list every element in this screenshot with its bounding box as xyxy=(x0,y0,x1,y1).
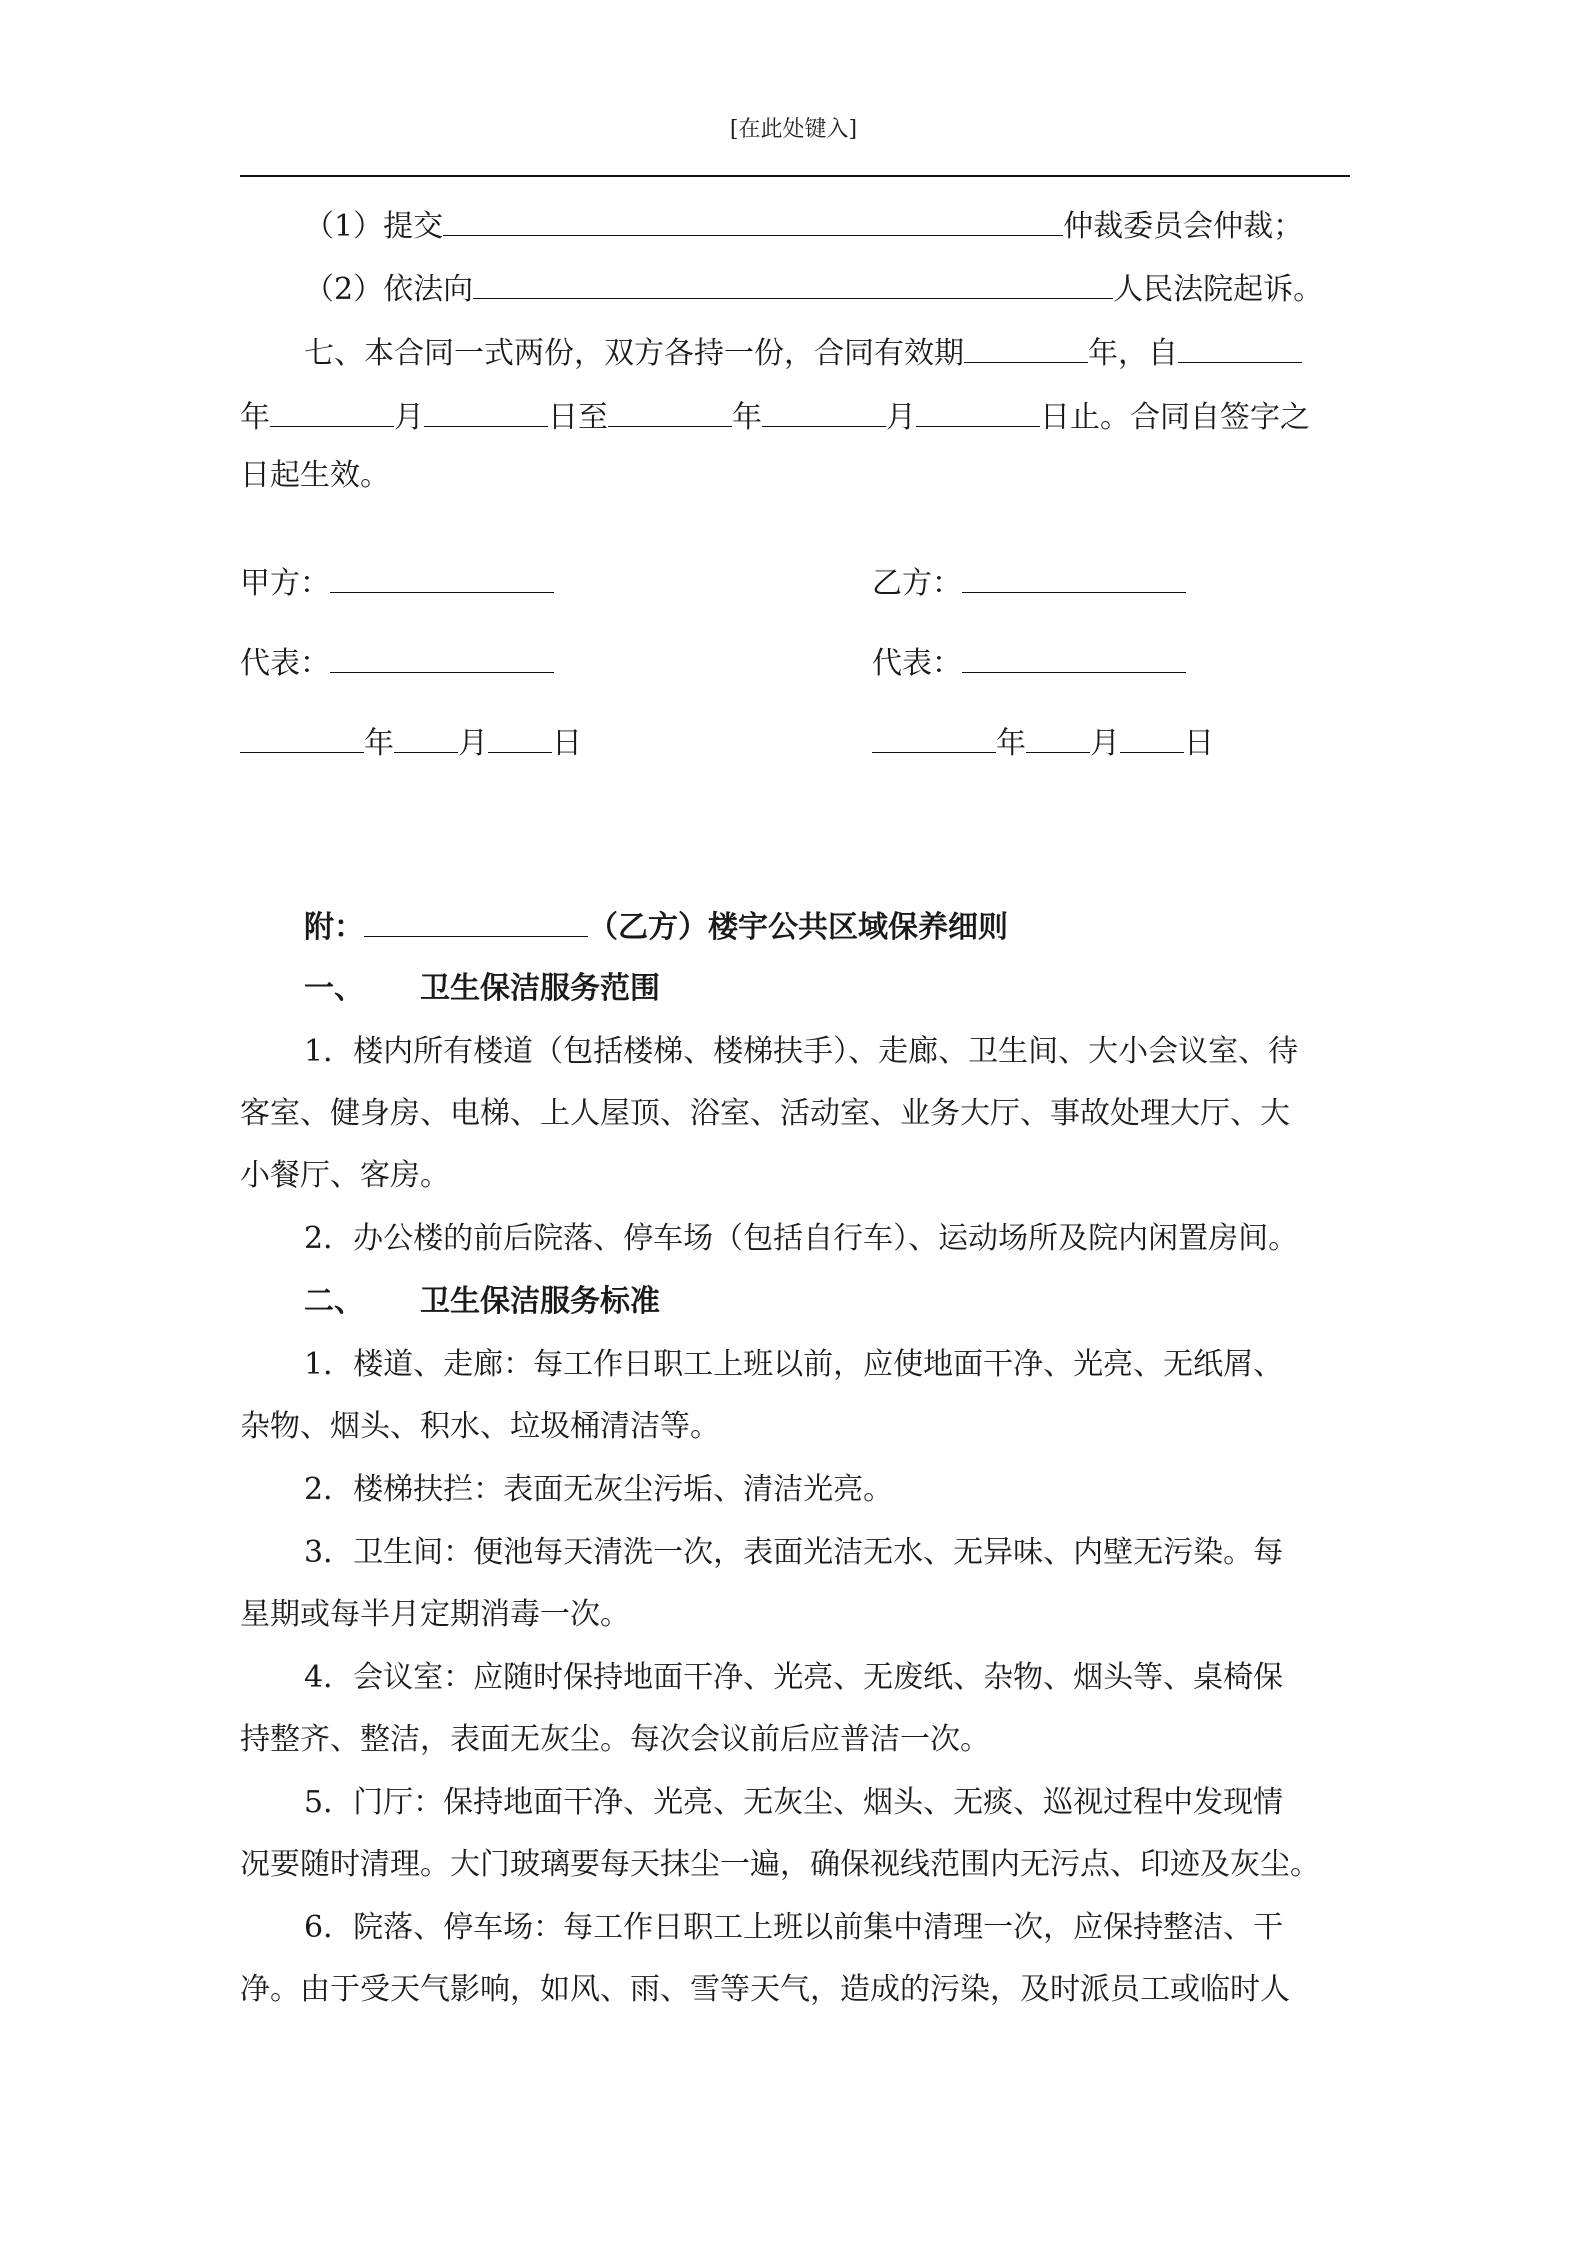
s2-item3-line2: 星期或每半月定期消毒一次。 xyxy=(240,1597,630,1632)
s2-item5-line1: 5．门厅：保持地面干净、光亮、无灰尘、烟头、无痰、巡视过程中发现情 xyxy=(304,1785,1284,1820)
clause7-g: 月 xyxy=(886,400,916,435)
rep-a-blank xyxy=(330,642,554,673)
date-b-line xyxy=(872,722,1350,764)
clause7-line2 xyxy=(240,396,1350,438)
s1-item1-line2: 客室、健身房、电梯、上人屋顶、浴室、活动室、业务大厅、事故处理大厅、大 xyxy=(240,1096,1290,1131)
clause7-f: 年 xyxy=(732,400,762,435)
party-a-label: 甲方： xyxy=(240,566,330,601)
day-label: 日 xyxy=(1184,726,1214,761)
rep-a-line xyxy=(240,642,800,684)
clause7-line3: 日起生效。 xyxy=(240,458,390,493)
date-a-line xyxy=(240,722,800,764)
rep-b-label: 代表： xyxy=(872,646,962,681)
blank xyxy=(916,396,1040,427)
party-b-blank xyxy=(962,562,1186,593)
day-label: 日 xyxy=(552,726,582,761)
s2-item6-line2: 净。由于受天气影响，如风、雨、雪等天气，造成的污染，及时派员工或临时人 xyxy=(240,1972,1290,2007)
s2-item3-line1: 3．卫生间：便池每天清洗一次，表面光洁无水、无异味、内壁无污染。每 xyxy=(304,1535,1284,1570)
section1-heading xyxy=(304,969,1350,1009)
appendix-suffix: （乙方）楼宇公共区域保养细则 xyxy=(588,910,1008,945)
blank xyxy=(424,396,548,427)
party-b-line xyxy=(872,562,1350,604)
year-label: 年 xyxy=(996,726,1026,761)
page-header: [在此处键入] xyxy=(729,117,858,142)
s2-item1-line2: 杂物、烟头、积水、垃圾桶清洁等。 xyxy=(240,1409,720,1444)
month-blank xyxy=(1026,722,1090,753)
arbitration-blank xyxy=(443,205,1063,236)
s2-item2: 2．楼梯扶拦：表面无灰尘污垢、清洁光亮。 xyxy=(304,1472,894,1507)
s1-item1-line1: 1．楼内所有楼道（包括楼梯、楼梯扶手）、走廊、卫生间、大小会议室、待 xyxy=(304,1034,1299,1069)
section1-number: 一、 xyxy=(304,971,364,1006)
s1-item1-line3: 小餐厅、客房。 xyxy=(240,1158,450,1193)
clause7-h: 日止。合同自签字之 xyxy=(1040,400,1310,435)
year-label: 年 xyxy=(364,726,394,761)
party-a-blank xyxy=(330,562,554,593)
clause7-a: 七、本合同一式两份，双方各持一份，合同有效期 xyxy=(304,336,964,371)
line1-prefix: （1）提交 xyxy=(304,209,444,244)
s2-item4-line1: 4．会议室：应随时保持地面干净、光亮、无废纸、杂物、烟头等、桌椅保 xyxy=(304,1660,1284,1695)
rep-b-blank xyxy=(962,642,1186,673)
header-rule xyxy=(240,175,1350,177)
lawsuit-line xyxy=(304,268,1350,310)
clause7-line1 xyxy=(304,332,1350,374)
s1-item2: 2．办公楼的前后院落、停车场（包括自行车）、运动场所及院内闲置房间。 xyxy=(304,1221,1299,1256)
clause7-e: 日至 xyxy=(548,400,608,435)
appendix-prefix: 附： xyxy=(304,910,364,945)
s2-item5-line2: 况要随时清理。大门玻璃要每天抹尘一遍，确保视线范围内无污点、印迹及灰尘。 xyxy=(240,1847,1320,1882)
section1-title: 卫生保洁服务范围 xyxy=(420,971,660,1006)
court-blank xyxy=(473,268,1113,299)
rep-a-label: 代表： xyxy=(240,646,330,681)
year-blank xyxy=(240,722,364,753)
start-blank xyxy=(1178,332,1302,363)
term-blank xyxy=(964,332,1088,363)
s2-item4-line2: 持整齐、整洁，表面无灰尘。每次会议前后应普洁一次。 xyxy=(240,1722,990,1757)
clause7-b: 年，自 xyxy=(1088,336,1178,371)
party-b-label: 乙方： xyxy=(872,566,962,601)
year-blank xyxy=(872,722,996,753)
line2-prefix: （2）依法向 xyxy=(304,272,474,307)
clause7-d: 月 xyxy=(394,400,424,435)
month-blank xyxy=(394,722,458,753)
rep-b-line xyxy=(872,642,1350,684)
line2-suffix: 人民法院起诉。 xyxy=(1113,272,1324,307)
line1-suffix: 仲裁委员会仲裁； xyxy=(1063,209,1304,244)
appendix-blank xyxy=(364,906,588,937)
party-a-line xyxy=(240,562,800,604)
s2-item1-line1: 1．楼道、走廊：每工作日职工上班以前，应使地面干净、光亮、无纸屑、 xyxy=(304,1347,1284,1382)
month-label: 月 xyxy=(458,726,488,761)
day-blank xyxy=(488,722,552,753)
blank xyxy=(762,396,886,427)
appendix-title xyxy=(304,906,1350,948)
clause7-c: 年 xyxy=(240,400,270,435)
arbitration-line xyxy=(304,205,1350,247)
s2-item6-line1: 6．院落、停车场：每工作日职工上班以前集中清理一次，应保持整洁、干 xyxy=(304,1910,1284,1945)
section2-heading xyxy=(304,1282,1350,1322)
blank xyxy=(608,396,732,427)
day-blank xyxy=(1120,722,1184,753)
blank xyxy=(270,396,394,427)
section2-number: 二、 xyxy=(304,1284,364,1319)
section2-title: 卫生保洁服务标准 xyxy=(420,1284,660,1319)
month-label: 月 xyxy=(1090,726,1120,761)
